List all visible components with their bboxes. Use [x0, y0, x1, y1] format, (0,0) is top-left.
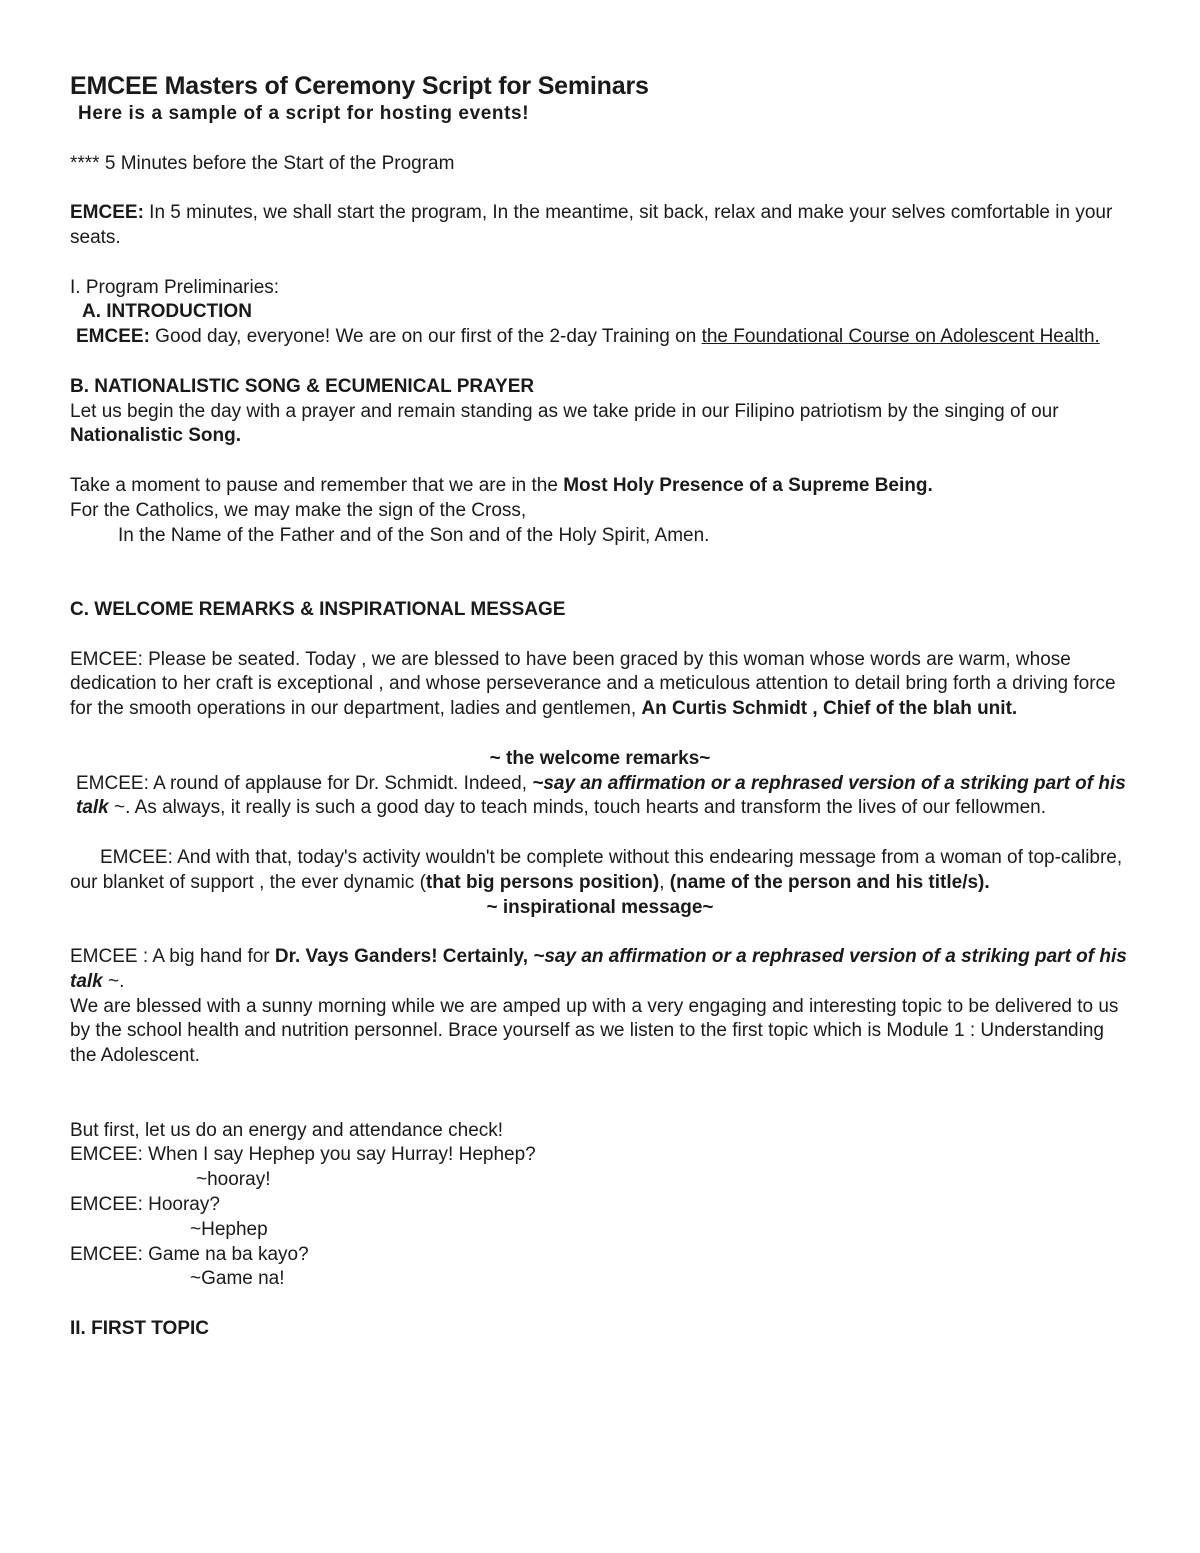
document-subtitle: Here is a sample of a script for hosting events! — [78, 103, 530, 124]
cue-inspirational-message: ~ inspirational message~ — [486, 896, 714, 918]
cue-welcome-remarks: ~ the welcome remarks~ — [489, 747, 711, 769]
paragraph-text: ~. As always, it really is such a good day to teach minds, touch hearts and transform the lives of our fellowmen. — [108, 797, 1047, 819]
speaker-label: EMCEE: — [70, 202, 144, 224]
paragraph-song — [70, 400, 1130, 450]
paragraph-prayer — [70, 474, 1130, 499]
paragraph-energy-check: But first, let us do an energy and attendance check! — [70, 1119, 504, 1141]
paragraph-text: , — [659, 871, 670, 893]
bold-phrase: Nationalistic Song. — [70, 425, 242, 447]
paragraph-prayer-line: In the Name of the Father and of the Son and of the Holy Spirit, Amen. — [118, 524, 710, 546]
paragraph-big-hand — [70, 945, 1130, 995]
paragraph-text: Let us begin the day with a prayer and remain standing as we take pride in our Filipino patriotism by the singing of our — [70, 400, 1059, 422]
bold-italic-phrase: ~say an affirmation or a rephrased version of a striking part of his talk — [70, 946, 1127, 992]
bold-phrase: An Curtis Schmidt , Chief of the blah unit. — [641, 698, 1018, 720]
section-heading-first-topic: II. FIRST TOPIC — [70, 1318, 209, 1340]
paragraph-first-topic-intro: We are blessed with a sunny morning while we are amped up with a very engaging and interesting topic to be delivered to us by the school health and nutrition personnel. Brace yourself as we listen to the first topic which is Module 1 : Understanding the Adolescent. — [70, 995, 1119, 1067]
subsection-heading-song-prayer: B. NATIONALISTIC SONG & ECUMENICAL PRAYER — [70, 375, 535, 397]
bold-italic-phrase: ~say an affirmation or a rephrased version of a striking part of his talk — [76, 772, 1126, 819]
paragraph-text: ~. — [102, 970, 125, 992]
cue-5-minutes: **** 5 Minutes before the Start of the Program — [70, 152, 455, 174]
paragraph-text: EMCEE: And with that, today's activity wouldn't be complete without this endearing message from a woman of top-calibre, our blanket of support , the ever dynamic ( — [70, 846, 1123, 893]
paragraph-opening — [70, 201, 1130, 251]
check-response: ~hooray! — [196, 1169, 271, 1191]
subsection-heading-introduction: A. INTRODUCTION — [82, 301, 252, 323]
check-line: EMCEE: When I say Hephep you say Hurray! Hephep? — [70, 1144, 536, 1166]
bold-phrase: Dr. Vays Ganders! Certainly, — [274, 946, 534, 968]
paragraph-inspo-intro — [70, 846, 1130, 896]
bold-phrase: (name of the person and his title/s). — [669, 871, 990, 893]
paragraph-sign-of-cross: For the Catholics, we may make the sign of the Cross, — [70, 499, 527, 521]
paragraph-text: Take a moment to pause and remember that we are in the — [70, 474, 564, 496]
paragraph-text: In 5 minutes, we shall start the program, In the meantime, sit back, relax and make your selves comfortable in your seats. — [70, 202, 1113, 248]
document-title: EMCEE Masters of Ceremony Script for Seminars — [70, 72, 649, 100]
check-response: ~Game na! — [190, 1268, 285, 1290]
bold-phrase: that big persons position) — [425, 871, 660, 893]
paragraph-text: EMCEE : A big hand for — [70, 946, 275, 968]
paragraph-text: EMCEE: Please be seated. Today , we are blessed to have been graced by this woman whose words are warm, whose dedication to her craft is exceptional , and whose perseverance and a meticulous attention to detail bring forth a driving force for the smooth operations in our department, ladies and gentlemen, — [70, 648, 1116, 720]
speaker-label: EMCEE: — [76, 326, 150, 348]
paragraph-introduction — [70, 325, 1130, 350]
document-page — [70, 70, 1130, 1342]
check-line: EMCEE: Hooray? — [70, 1194, 220, 1216]
check-response: ~Hephep — [190, 1218, 268, 1240]
paragraph-text: EMCEE: A round of applause for Dr. Schmidt. Indeed, — [76, 772, 533, 794]
check-line: EMCEE: Game na ba kayo? — [70, 1243, 309, 1265]
paragraph-text: Good day, everyone! We are on our first of the 2-day Training on — [149, 326, 702, 348]
course-title-underlined: the Foundational Course on Adolescent Health. — [701, 326, 1100, 348]
section-heading-preliminaries: I. Program Preliminaries: — [70, 276, 280, 298]
paragraph-applause — [70, 772, 1130, 822]
paragraph-welcome — [70, 648, 1130, 722]
subsection-heading-welcome: C. WELCOME REMARKS & INSPIRATIONAL MESSAGE — [70, 598, 566, 620]
bold-phrase: Most Holy Presence of a Supreme Being. — [563, 474, 933, 496]
